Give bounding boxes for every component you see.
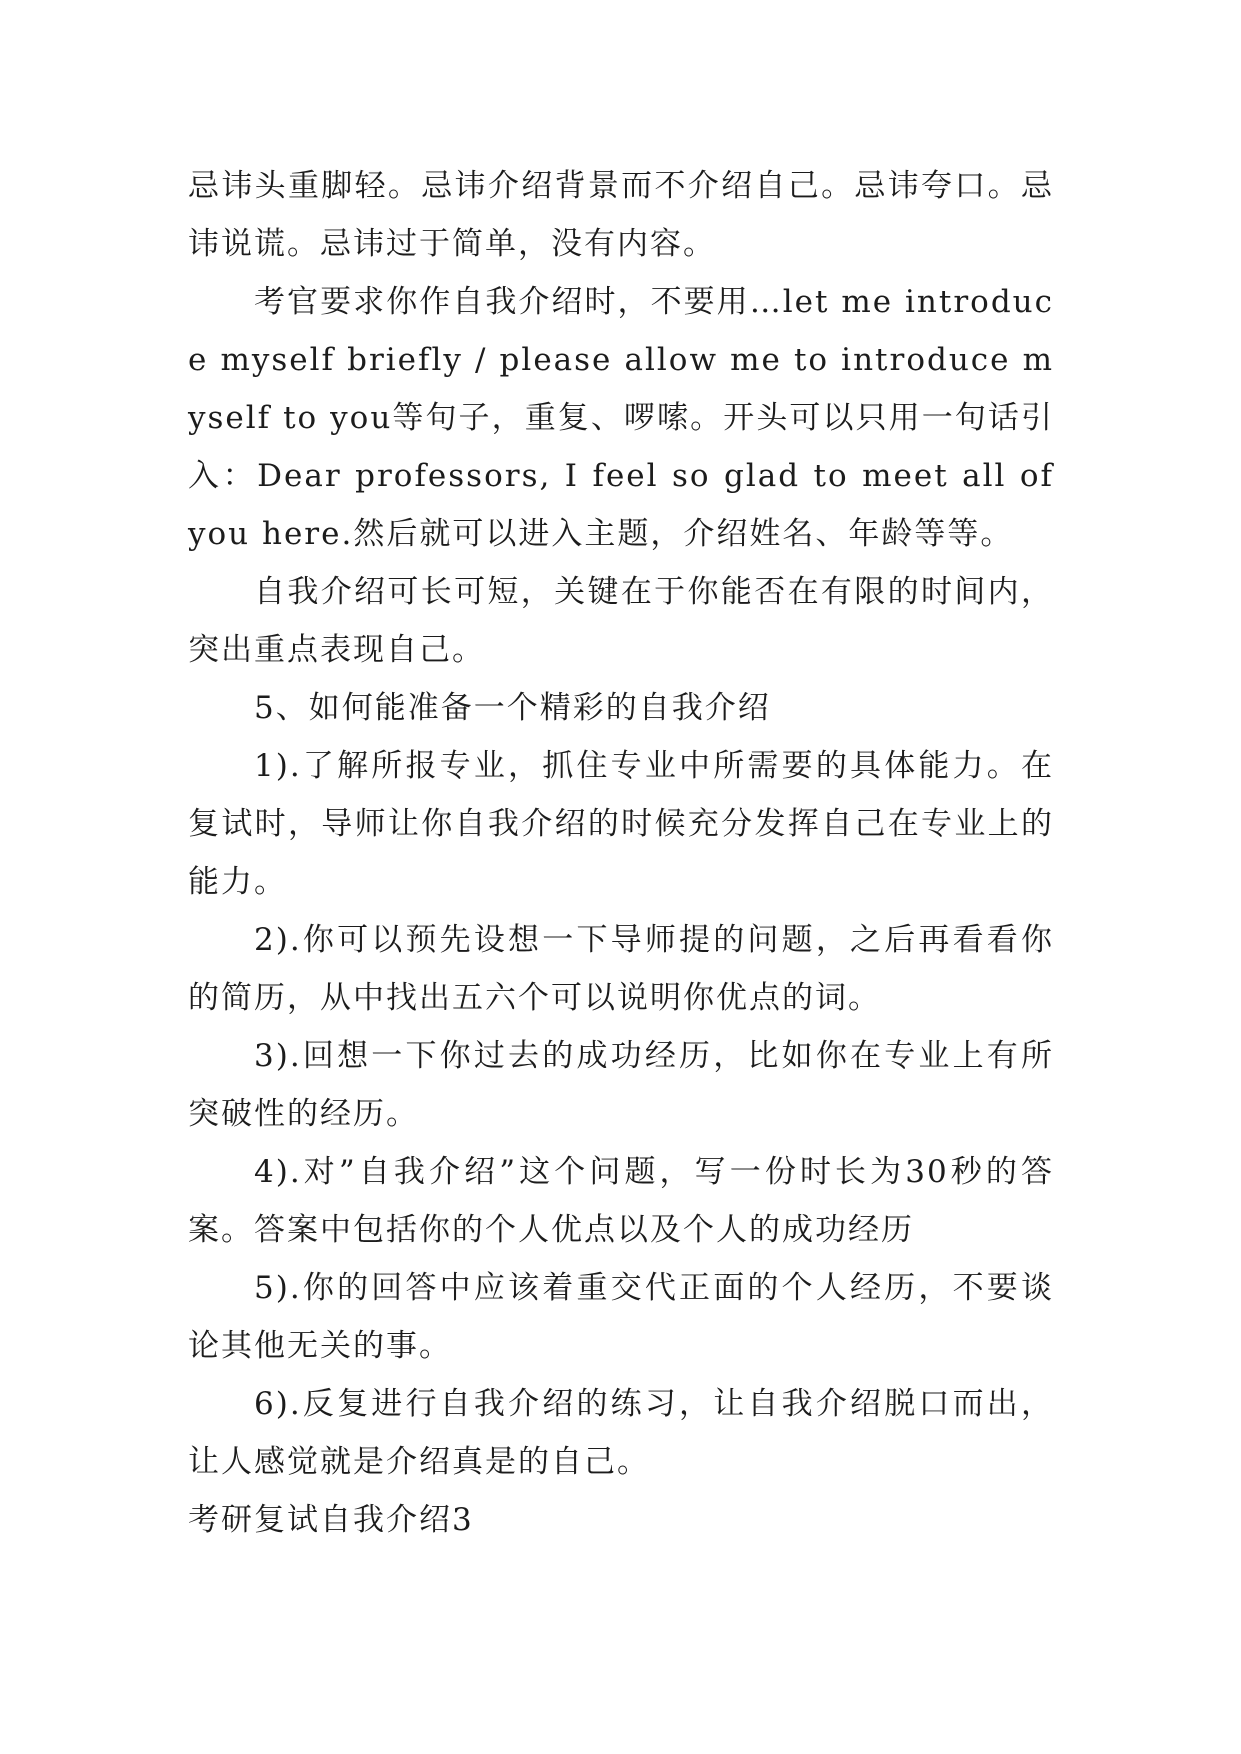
list-item-3: 3).回想一下你过去的成功经历，比如你在专业上有所突破性的经历。 [188, 1038, 1054, 1132]
list-item-4: 4).对”自我介绍”这个问题，写一份时长为30秒的答案。答案中包括你的个人优点以及个人的成功经历 [188, 1154, 1054, 1248]
section-heading-preparation: 5、如何能准备一个精彩的自我介绍 [254, 690, 771, 726]
document-body [188, 157, 1054, 1549]
section-title: 考研复试自我介绍3 [188, 1502, 474, 1538]
list-item-1: 1).了解所报专业，抓住专业中所需要的具体能力。在复试时，导师让你自我介绍的时候充分发挥自己在专业上的能力。 [188, 748, 1054, 900]
list-item-5: 5).你的回答中应该着重交代正面的个人经历，不要谈论其他无关的事。 [188, 1270, 1054, 1364]
list-item-2: 2).你可以预先设想一下导师提的问题，之后再看看你的简历，从中找出五六个可以说明你优点的词。 [188, 922, 1054, 1016]
paragraph-taboos: 忌讳头重脚轻。忌讳介绍背景而不介绍自己。忌讳夸口。忌讳说谎。忌讳过于简单，没有内容。 [188, 168, 1054, 262]
paragraph-opening-advice: 考官要求你作自我介绍时，不要用…let me introduce myself briefly / please allow me to introduce myself to you等句子，重复、啰嗦。开头可以只用一句话引入：Dear professors, I feel so glad to meet all of you here.然后就可以进入主题，介绍姓名、年龄等等。 [188, 284, 1054, 552]
paragraph-length-advice: 自我介绍可长可短，关键在于你能否在有限的时间内，突出重点表现自己。 [188, 574, 1054, 668]
list-item-6: 6).反复进行自我介绍的练习，让自我介绍脱口而出，让人感觉就是介绍真是的自己。 [188, 1386, 1054, 1480]
